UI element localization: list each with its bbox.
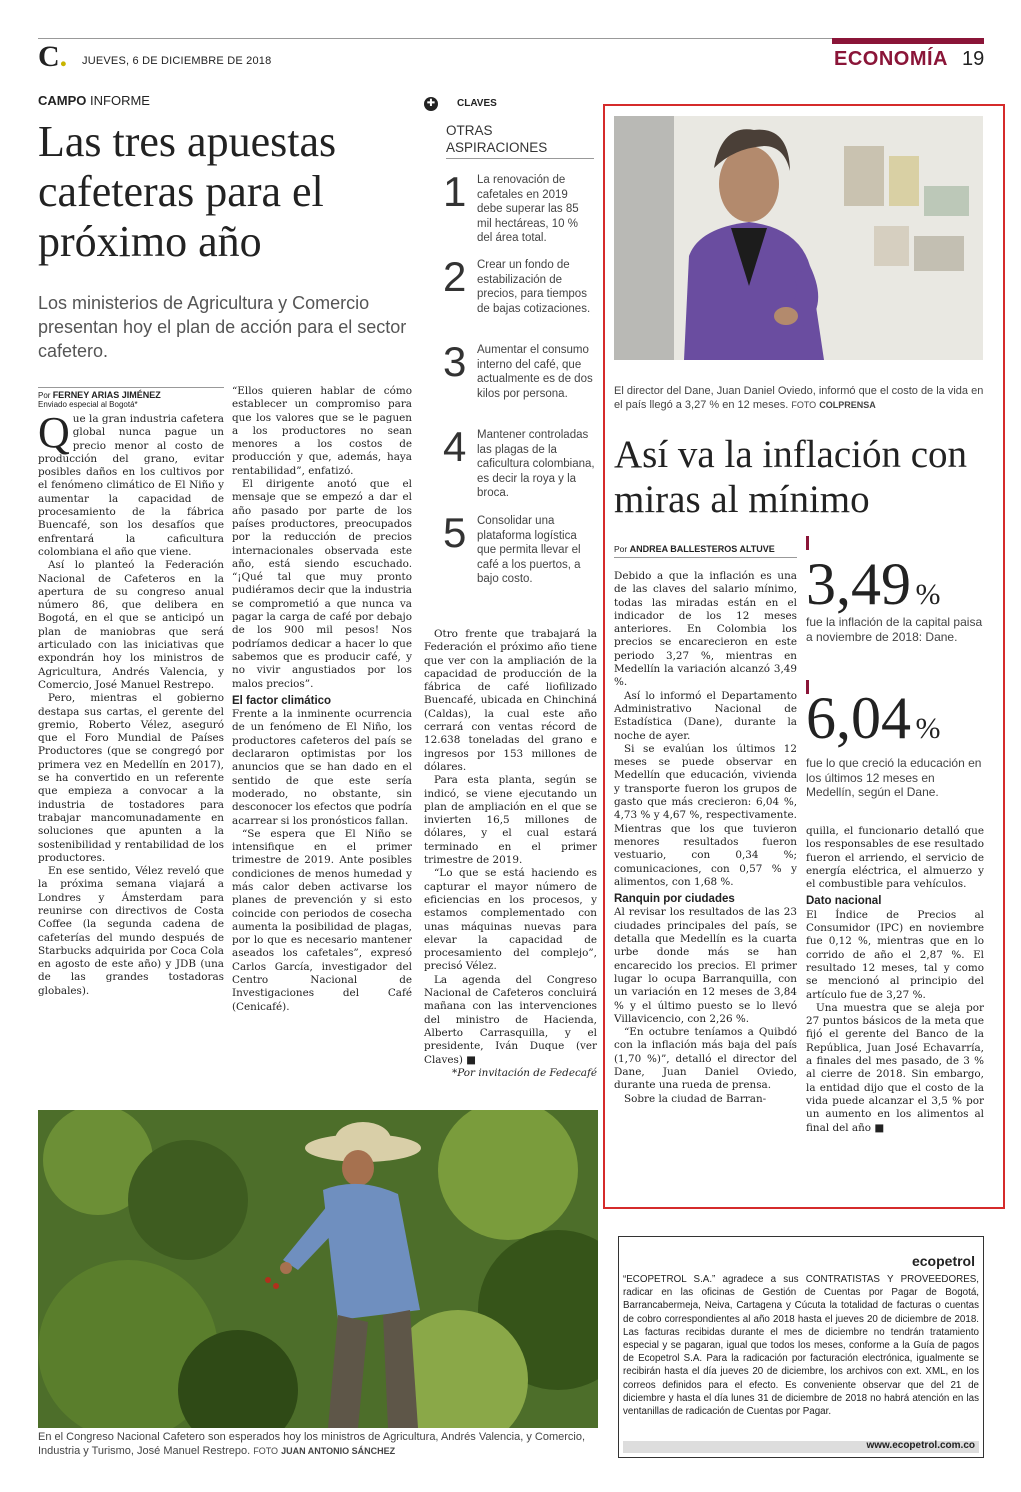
drop-cap: Q (38, 408, 70, 457)
footnote: *Por invitación de Fedecafé (452, 1066, 597, 1079)
subheading: Dato nacional (806, 895, 882, 908)
photo-coffee-farmer (38, 1110, 598, 1428)
byline-rule (614, 557, 797, 558)
claves-label: CLAVES (457, 98, 497, 109)
section-color-bar (832, 38, 984, 44)
article-byline: Por ANDREA BALLESTEROS ALTUVE (614, 544, 775, 554)
ecopetrol-ad (618, 1236, 984, 1458)
article-headline: Así va la inflación con miras al mínimo (614, 433, 968, 521)
paragraph: Si se evalúan los últimos 12 meses se puede observar en Medellín que educación, vivienda y transporte fueron los grupos de gasto que más crecieron: 6,04 %, 4,73 % y 4,67 %, respectivamente. Mientras que los que tuvieron menores resultados fueron vestuario, con 0,34 %; comunicaciones, con 0,57 % y alimentos, con 1,68 %. (614, 742, 797, 888)
photo-caption: En el Congreso Nacional Cafetero son esperados hoy los ministros de Agricultura, Andrés Valencia, y Comercio, Industria y Turismo, José Manuel Restrepo. FOTO JUAN ANTONIO SÁNCHEZ (38, 1431, 586, 1457)
section-name: ECONOMÍA (834, 48, 948, 70)
page-number: 19 (962, 48, 985, 70)
paragraph: Frente a la inminente ocurrencia de un fenómeno de El Niño, los productores cafeteros del país se declararon optimistas por los anuncios que se han dado en el sentido de que este sería moderado, no obstante, sin desconocer los efectos que podría acarrear si los pronósticos fallan. (232, 708, 412, 827)
article-dek: Los ministerios de Agricultura y Comercio presentan hoy el plan de acción para el sector cafetero. (38, 293, 407, 361)
ad-url[interactable]: www.ecopetrol.com.co (866, 1440, 975, 1451)
paragraph: Debido a que la inflación es una de las claves del salario mínimo, todas las miradas están en el indicador de los 12 meses anteriores. En Colombia los precios se encarecieron en este periodo 3,27 %, mientras en Medellín la variación alcanzó 3,49 %. (614, 570, 797, 689)
article-byline: Por FERNEY ARIAS JIMÉNEZ Enviado especial al Bogotá* (38, 387, 224, 409)
paragraph: Para esta planta, según se indicó, se viene ejecutando un plan de ampliación en el que se invierten 16,5 millones de dólares, y el cual estará terminado en el primer trimestre de 2019. (424, 774, 597, 867)
paragraph: ue la gran industria cafetera global nunca pague un precio menor al costo de producción del grano, evitar posibles daños en los cultivos por el fenómeno climático de El Niño y aumentar la capacidad de procesamiento de la fábrica Buencafé, son los desafíos que enfrentará la caficultura colombiana el año que viene. (38, 413, 224, 558)
paragraph: En ese sentido, Vélez reveló que la próxima semana viajará a Londres y Ámsterdam para reunirse con directivos de Costa Coffee (la segunda cadena de cafeterías del mundo después de Starbucks adquirida por Coca Cola en agosto de este año) y JDB (una de las grandes tostadoras globales). (38, 865, 224, 997)
article-column-3 (424, 628, 597, 1080)
article-column-2 (806, 825, 984, 1135)
claves-title: OTRAS ASPIRACIONES (446, 122, 594, 159)
paragraph: El Índice de Precios al Consumidor (IPC) en noviembre fue 0,12 %, mientras que en lo corrido de año el 2,87 %. El resultado 12 meses, tal y como se mencionó al principio del artículo fue de 3,27 %. (806, 908, 984, 1001)
paragraph: Otro frente que trabajará la Federación el próximo año tiene que ver con la ampliación de la capacidad de producción de la fábrica de café liofilizado Buencafé, ubicada en Chinchiná (Caldas), la cual este año cerrará con ventas récord de 12.638 toneladas del grano e ingresos por 153 millones de dólares. (424, 628, 597, 773)
paragraph: La agenda del Congreso Nacional de Cafeteros concluirá mañana con las intervenciones del ministro de Hacienda, Alberto Carrasquilla, y el presidente, Iván Duque (ver Claves) ■ (424, 973, 597, 1066)
issue-date: JUEVES, 6 DE DICIEMBRE DE 2018 (82, 55, 272, 67)
newspaper-logo: C. (38, 40, 68, 73)
stat-figure: 3,49 % (806, 551, 941, 617)
article-column-1 (38, 408, 224, 998)
photo-illustration (38, 1110, 598, 1428)
paragraph: “Ellos quieren hablar de cómo establecer un compromiso para que los valores que se le paguen a los productores no sean menores a los costos de producción y que, además, haya rentabilidad”, enfatizó. (232, 385, 412, 477)
article-column-1 (614, 570, 797, 1106)
photo-caption: El director del Dane, Juan Daniel Oviedo, informó que el costo de la vida en el país llegó a 3,27 % en 12 meses. FOTO COLPRENSA (614, 385, 984, 411)
ad-body: “ECOPETROL S.A.” agradece a sus CONTRATISTAS Y PROVEEDORES, radicar en las oficinas de Gestión de Cuentas por Pagar de Bogotá, Barrancabermeja, Neiva, Cartagena y Cúcuta la totalidad de facturas o cuentas de cobro correspondientes al año 2018 hasta el jueves 20 de diciembre de 2018. Las facturas recibidas durante el mes de diciembre no tendrán tratamiento especial y se pagaran, igual que todos los meses, conforme a la Guía de pagos de Ecopetrol S.A. Para la radicación por facturación electrónica, igualmente se recibirán hasta el día jueves 20 de diciembre, los archivos con ext. XML, en los correos definidos para el efecto. Es conveniente observar que del 21 de diciembre y hasta el día lunes 31 de diciembre de 2018 no habrá atención en las ventanillas de radicación de Cuentas por Pagar. (623, 1274, 979, 1418)
paragraph: Al revisar los resultados de las 23 ciudades principales del país, se detalla que Medellín es la cuarta urbe donde más se han encarecido los precios. El primer lugar lo ocupa Barranquilla, con un variación en 12 meses de 3,84 % y el último puesto se lo llevó Villavicencio, con 2,26 %. (614, 906, 797, 1025)
paragraph: Sobre la ciudad de Barran- (624, 1092, 767, 1105)
paragraph: Así lo planteó la Federación Nacional de Cafeteros en la apertura de su congreso anual número 86, que delibera en Bogotá, en el que se anticipó un plan de maniobras que será articulado con las iniciativas que expondrán hoy los ministros de Agricultura, Andrés Valencia, y Comercio, José Manuel Restrepo. (38, 559, 224, 691)
stat-accent-bar (806, 536, 809, 550)
paragraph: “Lo que se está haciendo es capturar el mayor número de eficiencias en los procesos, y estamos complementado con unas máquinas nuevas para elevar la capacidad de procesamiento del complejo”, precisó Vélez. (424, 867, 597, 973)
photo-dane-director (614, 116, 983, 360)
plus-icon: ✚ (424, 97, 438, 111)
article-column-2 (232, 385, 412, 1014)
paragraph: Así lo informó el Departamento Administrativo Nacional de Estadística (Dane), durante la noche de ayer. (614, 689, 797, 742)
paragraph: “Se espera que El Niño se intensifique en el primer trimestre de 2019. Ante posibles condiciones de menos humedad y más calor deben activarse los planes de prevención y si esto coincide con periodos de cosecha aumenta la posibilidad de plagas, por lo que es necesario mantener aseados los cafetales”, expresó Carlos García, investigador del Centro Nacional de Investigaciones del Café (Cenicafé). (232, 827, 412, 1013)
ecopetrol-logo: ecopetrol (911, 1253, 975, 1269)
stat-figure: 6,04 % (806, 685, 941, 751)
stat-description: fue lo que creció la educación en los últimos 12 meses en Medellín, según el Dane. (806, 756, 982, 799)
subheading: Ranquin por ciudades (614, 893, 735, 906)
paragraph: “En octubre teníamos a Quibdó con la inflación más baja del país (1,70 %)”, detalló el director del Dane, Juan Daniel Oviedo, durante una rueda de prensa. (614, 1026, 797, 1092)
article-kicker: CAMPO INFORME (38, 93, 150, 108)
subheading: El factor climático (232, 694, 332, 707)
paragraph: El dirigente anotó que el mensaje que se empezó a dar el año pasado por parte de los países productores, preocupados por la reducción de precios internacionales observada este año, está siendo escuchado. “¡Qué tal que muy pronto pudiéramos decir que la industria se comprometió a que nunca va pagar la carga de café por debajo de los 900 mil pesos! Nos podríamos dedicar a hacer lo que sabemos que es producir café, y no vivir angustiados por los malos precios”. (232, 478, 412, 690)
article-headline: Las tres apuestas cafeteras para el próximo año (38, 117, 337, 266)
paragraph: Pero, mientras el gobierno destapa sus cartas, el gerente del gremio, Roberto Vélez, aseguró que el Foro Mundial de Países Productores (que se congregó por primera vez en Medellín en 2017), se ha convertido en un referente que empieza a convocar a la industria de tostadores para trabajar mancomunadamente en soluciones que apunten a la sostenibilidad y rentabilidad de los productores. (38, 692, 224, 864)
paragraph: Una muestra que se aleja por 27 puntos básicos de la meta que fijó el gerente del Banco de la República, Juan José Echavarría, a finales del mes pasado, de 3 % al cierre de 2018. Sin embargo, la entidad dijo que el costo de la vida puede alcanzar el 3,5 % por un aumento en los alimentos al final del año ■ (806, 1001, 984, 1134)
paragraph: quilla, el funcionario detalló que los responsables de ese resultado fueron el arriendo, el servicio de energía eléctrica, el almuerzo y el combustible para vehículos. (806, 825, 984, 891)
stat-description: fue la inflación de la capital paisa a noviembre de 2018: Dane. (806, 615, 983, 644)
photo-illustration (614, 116, 983, 360)
